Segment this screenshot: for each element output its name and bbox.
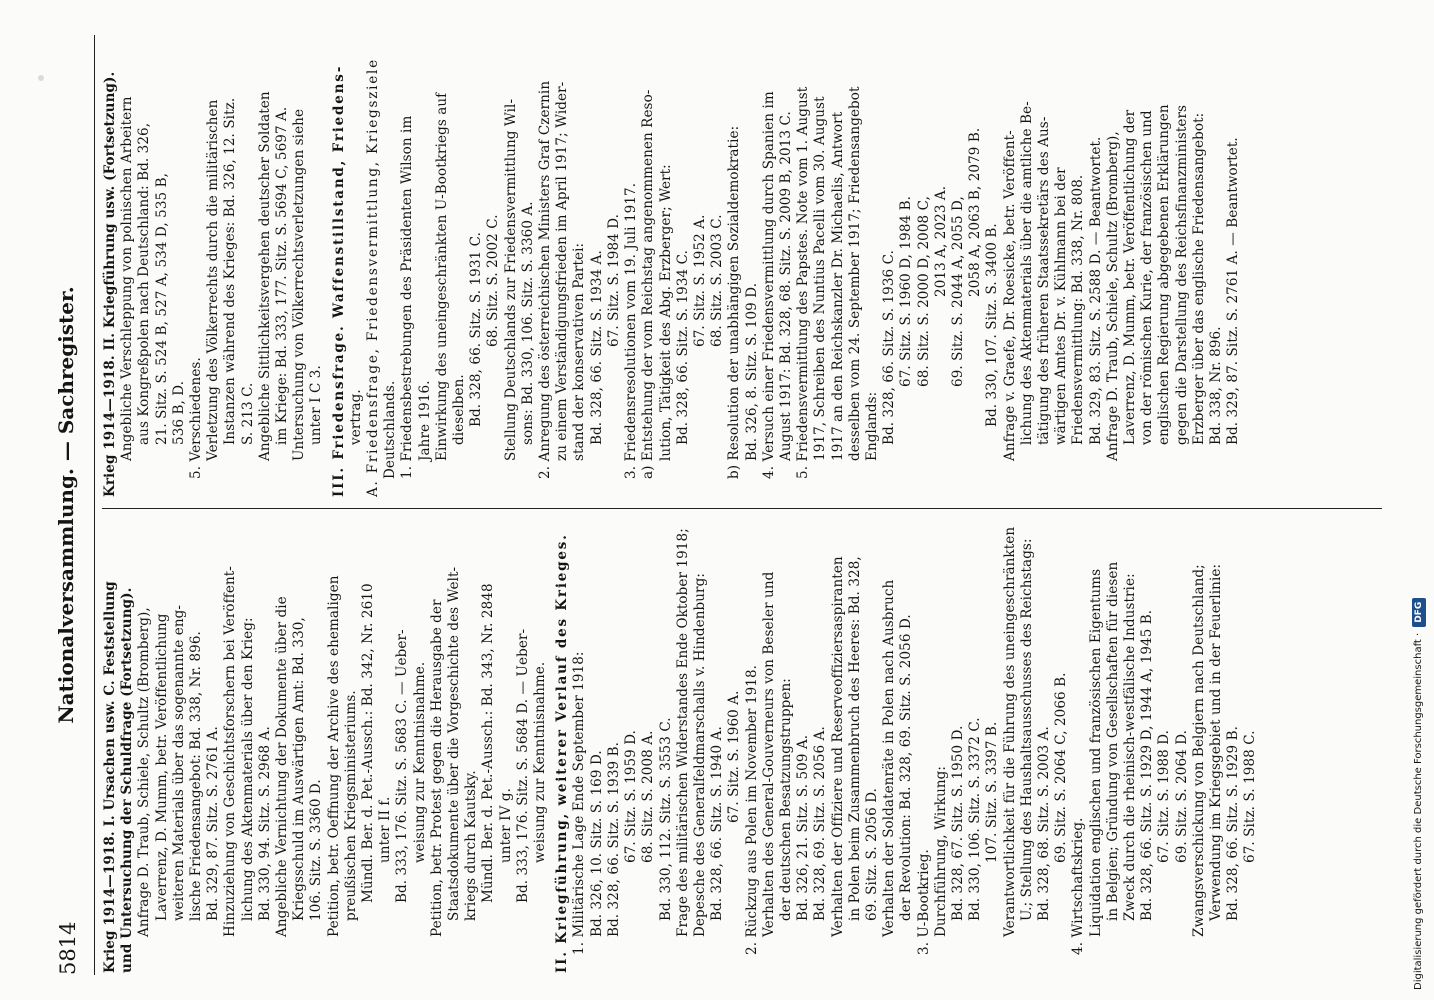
index-entry-line: 106. Sitz. S. 3360 D. [308, 779, 325, 921]
index-entry-line: 67. Sitz. S. 1952 A. [691, 214, 708, 347]
index-entry-line: Depesche des Generalfeldmarschalls v. Hindenburg: [691, 573, 708, 937]
index-entry-line: 5. Verschiedenes. [188, 357, 205, 479]
index-entry-line: b) Resolution der unabhängigen Sozialdemokratie: [726, 125, 743, 479]
index-entry-line: 68. Sitz. S. 2003 C. [709, 214, 726, 347]
index-entry-line: 1917, Schreiben des Nuntius Pacelli vom 30. August [812, 96, 829, 461]
index-entry-line: Laverrenz, D. Mumm, betr. Veröffentlichung [153, 613, 170, 921]
index-entry-line: 67. Sitz. S. 1988 D. [1156, 729, 1173, 863]
index-entry-line: Bd. 328, 67. Sitz. S. 1950 D. [949, 725, 966, 921]
index-entry-line: Bd. 330, 94. Sitz. S. 2968 A. [256, 726, 273, 921]
index-entry-line: kriegs durch Kautsky. [463, 770, 480, 921]
index-entry-line: 2013 A, 2023 A. [932, 185, 949, 297]
index-entry-line: Frage des militärischen Widerstandes Ende Oktober 1918; [674, 528, 691, 937]
index-entry-line: der deutschen Besatzungstruppen: [777, 678, 794, 921]
index-entry-line: a) Entstehung der vom Reichstag angenommenen Reso- [640, 89, 657, 479]
index-entry-line: dieselben. [451, 374, 468, 445]
index-entry-line: Anfrage D. Traub, Schiele, Schultz (Bromberg), [1104, 131, 1121, 461]
index-entry-line: Bd. 326, 8. Sitz. S. 109 D. [743, 282, 760, 461]
index-entry-line: Einwirkung des uneingeschränkten U-Bootkriegs auf [433, 92, 450, 461]
index-entry-line: 2058 A, 2063 B, 2079 B. [967, 127, 984, 297]
index-entry-line: Durchführung, Wirkung: [932, 765, 949, 937]
index-entry-line: von der römischen Kurie, der französischen und [1139, 110, 1156, 445]
index-entry-line: im Kriege: Bd. 333, 177. Sitz. S. 5694 C, 5697 A. [274, 106, 291, 445]
index-entry-line: und Untersuchung der Schuldfrage (Fortsetzung). [119, 587, 136, 973]
index-entry-line: Angebliche Vernichtung der Dokumente über die [274, 596, 291, 937]
index-entry-line: Bd. 330, 112. Sitz. S. 3553 C. [657, 717, 674, 921]
index-entry-line: Bd. 333, 176. Sitz. S. 5683 C. — Ueber- [394, 629, 411, 903]
index-entry-line: 68. Sitz. S. 2008 A. [640, 730, 657, 863]
index-entry-line: unter II f. [377, 796, 394, 863]
index-entry-line: 2. Anregung des österreichischen Ministers Graf Czernin [537, 80, 554, 479]
index-entry-line: lichung des Aktenmaterials über den Krieg: [239, 617, 256, 921]
index-entry-line: Friedensvermittlung: Bd. 338, Nr. 808. [1070, 174, 1087, 445]
index-entry-line: Instanzen während des Krieges: Bd. 326, 12. Sitz. [222, 97, 239, 445]
index-entry-line: Verantwortlichkeit für die Führung des uneingeschränkten [1001, 526, 1018, 937]
index-entry-line: Erzberger über das englische Friedensangebot: [1190, 112, 1207, 445]
index-entry-line: Kriegsschuld im Auswärtigen Amt: Bd. 330, [291, 617, 308, 921]
index-entry-line: 67. Sitz. S. 1960 D, 1984 B. [898, 195, 915, 387]
index-entry-line: Bd. 338, Nr. 896. [1208, 326, 1224, 445]
index-entry-line: Petition, betr. Oeffnung der Archive des ehemaligen [325, 575, 342, 937]
index-entry-line: 67. Sitz. S. 1959 D. [623, 729, 640, 863]
index-entry-line: Bd. 328, 66. Sitz. S. 1934 C. [674, 250, 691, 445]
index-entry-line: Bd. 329, 87. Sitz. S. 2761 A. — Beantwortet. [1225, 137, 1242, 445]
scan-smudge [38, 75, 44, 81]
index-entry-line: 68. Sitz. S. 2000 D, 2008 C, [915, 196, 932, 387]
index-entry-line: 69. Sitz. S. 2044 A, 2055 D, [949, 196, 966, 387]
left-column [102, 523, 1382, 973]
index-entry-line: Bd. 328, 66. Sitz. S. 1940 A. [709, 726, 726, 921]
index-entry-line: Bd. 329, 87. Sitz. S. 2761 A. [205, 726, 222, 921]
index-entry-line: Bd. 326, 21. Sitz. S. 509 A. [795, 734, 812, 921]
index-entry-line: Verwendung im Kriegsgebiet und in der Feuerlinie: [1208, 563, 1224, 921]
index-entry-line: Bd. 328, 66. Sitz. S. 1929 D, 1944 A, 1945 B. [1139, 609, 1156, 921]
index-entry-line: preußischen Kriegsministeriums. [342, 690, 359, 921]
index-entry-line: 536 B, D. [170, 380, 187, 445]
index-entry-line: vertrag. [347, 389, 364, 445]
index-entry-line: A. Friedensfrage, Friedensvermittlung, Kriegsziele [365, 58, 382, 497]
index-entry-line: 107. Sitz. S. 3397 B. [984, 721, 1001, 863]
index-entry-line: Bd. 330, 106. Sitz. S. 3372 C. [967, 717, 984, 921]
index-entry-line: Krieg 1914—1918. I. Ursachen usw. C. Feststellung [102, 581, 118, 973]
index-entry-line: weisung zur Kenntnisnahme. [411, 661, 428, 863]
index-entry-line: 69. Sitz. S. 2064 C, 2066 B. [1053, 672, 1070, 863]
index-entry-line: lution, Tätigkeit des Abg. Erzberger; Wert: [657, 164, 674, 461]
index-entry-line: 1. Friedensbestrebungen des Präsidenten Wilson im [399, 115, 416, 479]
index-entry-line: Zwangsverschickung von Belgiern nach Deutschland; [1190, 564, 1207, 937]
digitization-note: Digitalisierung gefördert durch die Deutsche Forschungsgemeinschaft · [1413, 632, 1424, 990]
index-entry-line: Bd. 328, 66. Sitz. S. 1929 B. [1225, 725, 1242, 921]
index-entry-line: Anfrage v. Graefe, Dr. Roesicke, betr. Veröffent- [1001, 130, 1018, 461]
dfg-logo: DFG [1412, 598, 1426, 627]
index-entry-line: Bd. 326, 10. Sitz. S. 169 D. [588, 750, 605, 937]
index-entry-line: II. Kriegführung, weiterer Verlauf des Krieges. [554, 533, 571, 973]
index-entry-line: Verhalten der Soldatenräte in Polen nach Ausbruch [881, 579, 898, 937]
index-entry-line: 67. Sitz. S. 1984 D. [605, 213, 622, 347]
index-entry-line: Mündl. Ber. d. Pet.-Aussch.: Bd. 342, Nr. 2610 [360, 583, 377, 903]
index-entry-line: Verhalten des General-Gouverneurs von Beseler und [760, 571, 777, 937]
index-entry-line: 3. Friedensresolutionen vom 19. Juli 1917. [623, 182, 640, 479]
index-entry-line: 67. Sitz. S. 1988 C. [1242, 730, 1259, 863]
index-entry-line: Verhalten der Offiziere und Reserveoffiziersaspiranten [829, 556, 846, 937]
index-entry-line: 1. Militärische Lage Ende September 1918: [571, 651, 588, 955]
index-entry-line: unter I C 3. [308, 365, 325, 445]
index-entry-line: der Revolution: Bd. 328, 69. Sitz. S. 2056 D. [898, 614, 915, 921]
index-entry-line: Mündl. Ber. d. Pet.-Aussch.: Bd. 343, Nr. 2848 [480, 583, 497, 903]
index-entry-line: 2. Rückzug aus Polen im November 1918. [743, 664, 760, 955]
index-entry-line: 4. Versuch einer Friedensvermittlung durch Spanien im [760, 91, 777, 479]
index-entry-line: U.; Stellung des Haushaltsausschusses des Reichstags: [1018, 538, 1035, 921]
page-title: Nationalversammlung. — Sachregister. [54, 286, 78, 724]
index-entry-line: 67. Sitz. S. 1960 A. [726, 690, 743, 823]
index-entry-line: gegen die Darstellung des Reichsfinanzministers [1173, 104, 1190, 445]
index-entry-line: lische Friedensangebot: Bd. 338, Nr. 896. [188, 631, 205, 921]
index-entry-line: Laverrenz, D. Mumm, betr. Veröffentlichung der [1121, 109, 1138, 445]
index-entry-line: Deutschlands. [382, 380, 399, 479]
index-entry-line: aus Kongreßpolen nach Deutschland: Bd. 326, [136, 122, 153, 445]
index-entry-line: 3. U-Bootkrieg. [915, 849, 932, 955]
index-entry-line: wärtigen Amtes Dr. v. Kühlmann bei der [1053, 167, 1070, 445]
index-entry-line: S. 213 C. [239, 382, 256, 445]
index-entry-line: Angebliche Sittlichkeitsvergehen deutscher Soldaten [256, 91, 273, 461]
index-entry-line: Bd. 328, 66. Sitz. S. 1934 A. [588, 250, 605, 445]
index-entry-line: englischen Regierung abgegebenen Erklärungen [1156, 104, 1173, 445]
header-rule [94, 35, 95, 975]
index-entry-line: Untersuchung von Völkerrechtsverletzungen siehe [291, 108, 308, 461]
index-entry-line: Jahre 1916. [416, 380, 433, 461]
page-number: 5814 [56, 921, 80, 975]
index-entry-line: Bd. 333, 176. Sitz. S. 5684 D. — Ueber- [514, 628, 531, 903]
index-entry-line: Bd. 328, 68. Sitz. S. 2003 A. [1035, 726, 1052, 921]
index-entry-line: weiteren Materials über das sogenannte eng- [170, 604, 187, 921]
columns [102, 35, 1382, 975]
index-entry-line: Hinzuziehung von Geschichtsforschern bei Veröffent- [222, 566, 239, 937]
page-header [50, 35, 90, 975]
index-entry-line: Bd. 330, 107. Sitz. S. 3400 B. [984, 223, 1001, 427]
index-entry-line: 68. Sitz. S. 2002 C. [485, 214, 502, 347]
index-entry-line: zu einem Verständigungsfrieden im April 1917; Wider- [554, 81, 571, 461]
index-entry-line: Petition, betr. Protest gegen die Herausgabe der [428, 599, 445, 937]
index-entry-line: desselben vom 24. September 1917; Friedensangebot [846, 86, 863, 461]
column-divider [102, 508, 1382, 509]
index-entry-line: III. Friedensfrage. Waffenstillstand, Friedens- [330, 64, 347, 497]
index-entry-line: Zweck durch die rheinisch-westfälische Industrie: [1121, 573, 1138, 921]
index-entry-line: tätigung des früheren Staatssekretärs des Aus- [1035, 116, 1052, 445]
index-entry-line: Bd. 328, 66. Sitz. S. 1931 C. [468, 232, 485, 427]
index-entry-line: in Polen beim Zusammenbruch des Heeres: Bd. 328, [846, 556, 863, 921]
index-entry-line: Bd. 329, 83. Sitz. S. 2588 D. — Beantwortet. [1087, 136, 1104, 445]
index-entry-line: 1917 an den Reichskanzler Dr. Michaelis, Antwort [829, 111, 846, 461]
index-entry-line: Stellung Deutschlands zur Friedensvermittlung Wil- [502, 98, 519, 461]
index-entry-line: lichung des Aktenmaterials über die amtliche Be- [1018, 101, 1035, 445]
index-entry-line: Staatsdokumente über die Vorgeschichte des Welt- [446, 566, 463, 921]
index-entry-line: 5. Friedensvermittlung des Papstes. Note vom 1. August [795, 86, 812, 479]
index-entry-line: sons: Bd. 330, 106. Sitz. S. 3360 A. [519, 201, 536, 445]
index-entry-line: unter IV g. [497, 788, 514, 863]
index-entry-line: Krieg 1914—1918. II. Kriegführung usw. (Fortsetzung). [102, 71, 118, 497]
index-entry-line: 21. Sitz. S. 524 B, 527 A, 534 D, 535 B, [153, 172, 170, 445]
index-entry-line: Verletzung des Völkerrechts durch die militärischen [205, 99, 222, 461]
index-entry-line: 69. Sitz. S. 2056 D. [863, 787, 880, 921]
index-entry-line: weisung zur Kenntnisnahme. [532, 661, 549, 863]
index-entry-line: Englands: [863, 391, 880, 461]
index-entry-line: in Belgien; Gründung von Gesellschaften für diesen [1104, 561, 1121, 921]
index-entry-line: 69. Sitz. S. 2064 D. [1173, 729, 1190, 863]
index-entry-line: stand der konservativen Partei: [571, 242, 588, 461]
index-entry-line: Bd. 328, 69. Sitz. S. 2056 A. [812, 726, 829, 921]
rotated-page [50, 35, 1390, 975]
index-entry-line: 4. Wirtschaftskrieg. [1070, 817, 1087, 955]
index-entry-line: Bd. 328, 66. Sitz. S. 1936 C. [881, 250, 898, 445]
index-entry-line: Anfrage D. Traub, Schiele, Schultz (Bromberg), [136, 607, 153, 937]
index-entry-line: Liquidation englischen und französischen Eigentums [1087, 568, 1104, 937]
index-entry-line: August 1917: Bd. 328, 68. Sitz. S. 2009 B, 2013 C. [777, 111, 794, 461]
footer [1412, 10, 1434, 990]
right-column [102, 47, 1382, 497]
footer-text-row [1412, 10, 1426, 990]
index-entry-line: Angebliche Verschleppung von polnischen Arbeitern [119, 96, 136, 461]
index-entry-line: Bd. 328, 66. Sitz. S. 1939 B. [605, 741, 622, 937]
